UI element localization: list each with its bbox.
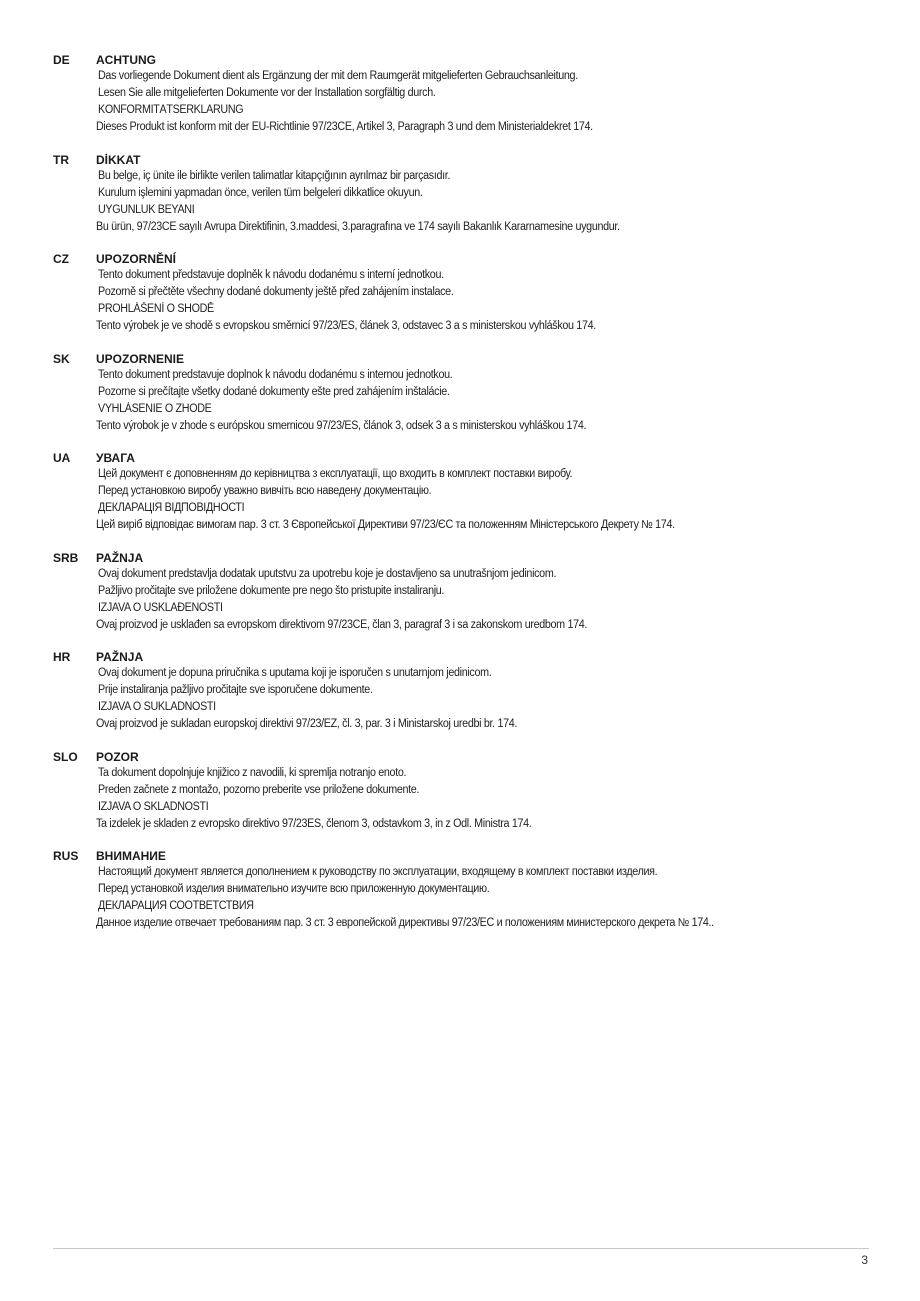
notice-line-1: Das vorliegende Dokument dient als Ergänzung der mit dem Raumgerät mitgelieferten Gebrauchsanleitung. <box>98 70 578 82</box>
language-code: RUS <box>53 849 79 863</box>
declaration-text: Bu ürün, 97/23CE sayılı Avrupa Direktifinin, 3.maddesi, 3.paragrafına ve 174 sayılı Bakanlık Kararnamesine uygundur. <box>96 220 620 233</box>
notice-line-2: Перед установкой изделия внимательно изучите всю приложенную документацию. <box>98 883 490 895</box>
language-code: DE <box>53 53 70 67</box>
section-srb <box>0 550 920 634</box>
declaration-text: Tento výrobok je v zhode s európskou smernicou 97/23/ES, článok 3, odsek 3 a s ministerskou vyhláškou 174. <box>96 419 587 432</box>
section-heading: ACHTUNG <box>96 53 156 67</box>
notice-line-2: Перед установкою виробу уважно вивчіть всю наведену документацію. <box>98 485 432 497</box>
notice-line-1: Bu belge, iç ünite ile birlikte verilen talimatlar kitapçığının ayrılmaz bir parçasıdır. <box>98 169 451 182</box>
notice-line-1: Ovaj dokument je dopuna priručnika s uputama koji je isporučen s unutarnjom jedinicom. <box>98 667 492 679</box>
notice-line-1: Ovaj dokument predstavlja dodatak uputstvu za upotrebu koje je dostavljeno sa unutrašnjom jedinicom. <box>98 567 557 580</box>
declaration-text: Tento výrobek je ve shodě s evropskou směrnicí 97/23/ES, článek 3, odstavec 3 a s ministerskou vyhláškou 174. <box>96 320 596 332</box>
section-heading: PAŽNJA <box>96 650 144 664</box>
section-ua <box>0 450 920 534</box>
section-heading: UPOZORNENIE <box>96 351 185 366</box>
declaration-text: Ovaj proizvod je usklađen sa evropskom direktivom 97/23CE, član 3, paragraf 3 i sa zakonskom uredbom 174. <box>96 618 588 631</box>
notice-line-2: Prije instaliranja pažljivo pročitajte sve isporučene dokumente. <box>98 684 373 696</box>
section-heading: УВАГА <box>96 451 135 465</box>
language-code: CZ <box>53 252 69 266</box>
language-code: UA <box>53 451 71 465</box>
section-heading: POZOR <box>96 749 139 764</box>
notice-line-1: Ta dokument dopolnjuje knjižico z navodili, ki spremlja notranjo enoto. <box>98 766 407 779</box>
section-sk <box>0 351 920 435</box>
notice-line-2: Lesen Sie alle mitgelieferten Dokumente vor der Installation sorgfältig durch. <box>98 87 436 99</box>
declaration-text: Данное изделие отвечает требованиям пар. 3 ст. 3 европейской директивы 97/23/EC и положениям министерского декрета № 174.. <box>96 917 714 929</box>
notice-line-1: Tento dokument představuje doplněk k návodu dodanému s interní jednotkou. <box>98 269 444 281</box>
declaration-title: UYGUNLUK BEYANI <box>98 203 195 216</box>
declaration-text: Ovaj proizvod je sukladan europskoj direktivi 97/23/EZ, čl. 3, par. 3 i Ministarskoj uredbi br. 174. <box>96 718 518 730</box>
declaration-text: Ta izdelek je skladen z evropsko direktivo 97/23ES, členom 3, odstavkom 3, in z Odl. Ministra 174. <box>96 817 532 830</box>
document-body <box>0 52 920 948</box>
language-code: SRB <box>53 550 79 565</box>
declaration-title: ДЕКЛАРАЦІЯ ВІДПОВІДНОСТІ <box>98 502 245 514</box>
section-slo <box>0 749 920 833</box>
section-cz <box>0 251 920 335</box>
notice-line-2: Pozorně si přečtěte všechny dodané dokumenty ještě před zahájením instalace. <box>98 286 454 298</box>
page-number: 3 <box>861 1253 868 1267</box>
notice-line-1: Настоящий документ является дополнением к руководству по эксплуатации, входящему в комплект поставки изделия. <box>98 866 658 878</box>
declaration-text: Цей виріб відповідає вимогам пар. 3 ст. 3 Європейської Директиви 97/23/ЄС та положенням Міністерського Декрету № 174. <box>96 519 675 531</box>
section-tr <box>0 152 920 236</box>
notice-line-2: Preden začnete z montažo, pozorno preberite vse priložene dokumente. <box>98 783 420 796</box>
declaration-title: VYHLÁSENIE O ZHODE <box>98 402 212 415</box>
language-code: HR <box>53 650 71 664</box>
section-heading: PAŽNJA <box>96 550 144 565</box>
declaration-title: IZJAVA O SKLADNOSTI <box>98 800 209 813</box>
language-code: SLO <box>53 749 78 764</box>
section-hr <box>0 649 920 733</box>
section-heading: UPOZORNĚNÍ <box>96 252 177 266</box>
section-heading: ВНИМАНИЕ <box>96 849 166 863</box>
notice-line-1: Tento dokument predstavuje doplnok k návodu dodanému s internou jednotkou. <box>98 368 453 381</box>
section-rus <box>0 848 920 932</box>
declaration-title: IZJAVA O SUKLADNOSTI <box>98 701 216 713</box>
declaration-title: KONFORMITÄTSERKLÄRUNG <box>98 104 244 116</box>
section-heading: DİKKAT <box>96 152 141 167</box>
language-code: SK <box>53 351 70 366</box>
language-code: TR <box>53 152 69 167</box>
notice-line-2: Kurulum işlemini yapmadan önce, verilen tüm belgeleri dikkatlice okuyun. <box>98 186 423 199</box>
notice-line-1: Цей документ є доповненням до керівництва з експлуатації, що входить в комплект поставки виробу. <box>98 468 573 480</box>
declaration-title: ДЕКЛАРАЦИЯ СООТВЕТСТВИЯ <box>98 900 254 912</box>
footer-divider <box>53 1248 869 1249</box>
declaration-title: PROHLÁŠENÍ O SHODĚ <box>98 303 214 315</box>
notice-line-2: Pažljivo pročitajte sve priložene dokumente pre nego što pristupite instaliranju. <box>98 584 445 597</box>
declaration-title: IZJAVA O USKLAĐENOSTI <box>98 601 223 614</box>
declaration-text: Dieses Produkt ist konform mit der EU-Richtlinie 97/23CE, Artikel 3, Paragraph 3 und dem Ministerialdekret 174. <box>96 121 593 133</box>
section-de <box>0 52 920 136</box>
notice-line-2: Pozorne si prečítajte všetky dodané dokumenty ešte pred zahájením inštalácie. <box>98 385 450 398</box>
